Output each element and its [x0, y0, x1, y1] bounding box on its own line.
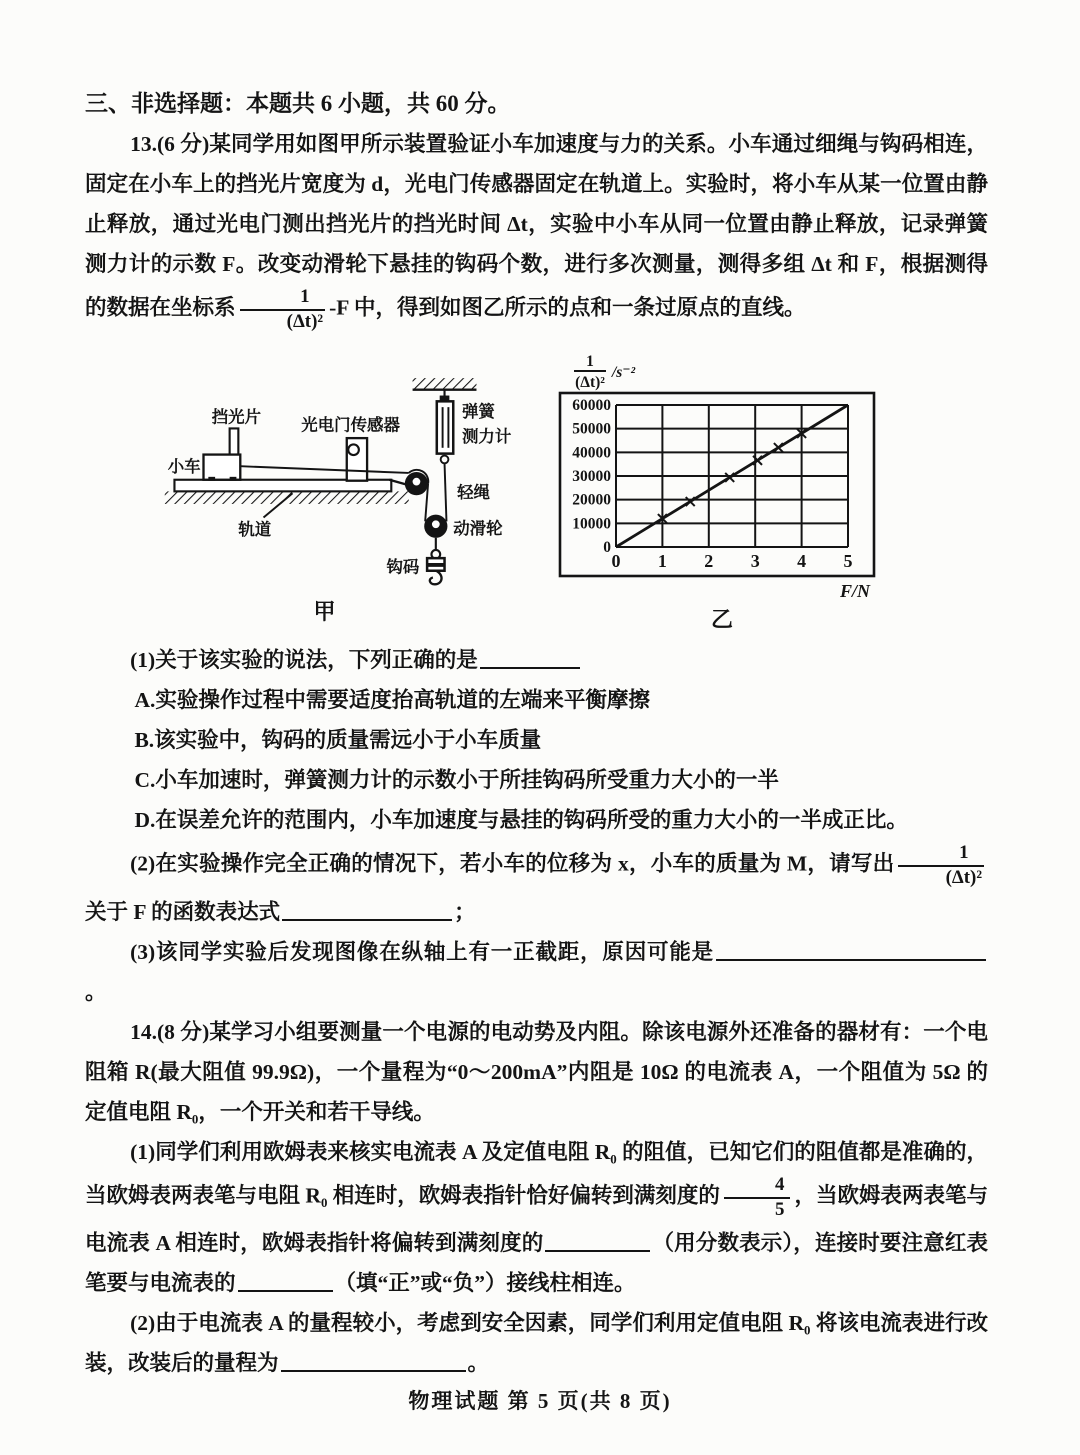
q13-intro-text-2: -F 中，得到如图乙所示的点和一条过原点的直线。 [329, 295, 806, 320]
rope-right-down [445, 464, 447, 522]
q13-option-b: B.该实验中，钩码的质量需远小于小车质量 [134, 728, 542, 753]
q13-part2: (2)在实验操作完全正确的情况下，若小车的位移为 x，小车的质量为 M，请写出 $\frac{1}{\text{(Δt)²}}$ 关于 F 的函数表达式 ； [85, 842, 982, 924]
rope-horizontal [240, 467, 408, 474]
y-tick-label: 50000 [572, 421, 611, 439]
inline-fraction: $\frac{4}{5}$ [724, 1174, 791, 1221]
q13-option-d: D.在误差允许的范围内，小车加速度与悬挂的钩码所受的重力大小的一半成正比。 [134, 808, 908, 833]
graph-ylabel-unit: /s⁻² [612, 364, 636, 382]
q14-intro: 14.(8 分)某学习小组要测量一个电源的电动势及内阻。除该电源外还准备的器材有：一个电阻箱 R(最大阻值 99.9Ω)，一个量程为“0～200mA”内阻是 10Ω 的电流表 A，一个阻值为 5Ω 的定值电阻 R₀，一个开关和若干导线。 [85, 1019, 988, 1124]
spring-scale-hook [441, 456, 449, 464]
label-photogate: 光电门传感器 [301, 415, 400, 435]
y-tick-label: 30000 [572, 468, 611, 486]
light-plate [230, 429, 239, 456]
inline-fraction: $\frac{1}{\text{(Δt)²}}$ [240, 286, 326, 333]
fixed-pulley-hub [413, 478, 421, 486]
q13-part3: (3)该同学实验后发现图像在纵轴上有一正截距，原因可能是。 [85, 932, 988, 1012]
graph-figure [552, 351, 892, 634]
label-rope: 轻绳 [457, 483, 491, 503]
apparatus-diagram [97, 351, 552, 593]
x-tick-label: 2 [704, 551, 714, 572]
graph-xlabel: F/N [839, 581, 870, 602]
weight-hook [430, 571, 442, 585]
label-track: 轨道 [238, 520, 272, 540]
x-tick-label: 3 [750, 551, 760, 572]
y-tick-label: 10000 [572, 515, 611, 533]
label-cart: 小车 [167, 457, 201, 477]
answer-blank-q13-1 [480, 645, 580, 670]
figure-row [97, 351, 988, 634]
q14-part1: (1)同学们利用欧姆表来核实电流表 A 及定值电阻 R₀ 的阻值，已知它们的阻值都是准确的，当欧姆表两表笔与电阻 R₀ 相连时，欧姆表指针恰好偏转到满刻度的 $\frac{4}{5}$ ，当欧姆表两表笔与电流表 A 相连时，欧姆表指针将偏转到满刻度的 （用分数表示），连接时要注意红表笔要与电流表的 （填“正”或“负”）接线柱相连。 [85, 1139, 988, 1296]
movable-pulley-hub [432, 521, 440, 529]
q13-part1: (1)关于该实验的说法，下列正确的是 [85, 640, 988, 680]
answer-blank-q13-3 [716, 936, 986, 961]
label-spring-2: 测力计 [461, 427, 512, 447]
graph-ylabel-num: 1 [586, 353, 594, 371]
x-tick-label: 1 [657, 551, 667, 572]
section-header: 三、非选择题：本题共 6 小题，共 60 分。 [85, 91, 511, 116]
answer-blank-q14-1b [238, 1268, 333, 1293]
cart-wheel [230, 477, 237, 481]
y-tick-label: 0 [603, 539, 611, 557]
q14-part2: (2)由于电流表 A 的量程较小，考虑到安全因素，同学们利用定值电阻 R₀ 将该电流表进行改装，改装后的量程为 。 [85, 1311, 988, 1376]
q13-intro [85, 124, 988, 335]
cart [204, 455, 241, 480]
q13-intro-text-1: 13.(6 分)某同学用如图甲所示装置验证小车加速度与力的关系。小车通过细绳与钩码相连，固定在小车上的挡光片宽度为 d，光电门传感器固定在轨道上。实验时，将小车从某一位置由静止释放，通过光电门测出挡光片的挡光时间 Δt，实验中小车从同一位置由静止释放，记录弹簧测力计的示数 F。改变动滑轮下悬挂的钩码个数，进行多次测量，测得多组 Δt 和 F，根据测得的数据在坐标系 [85, 132, 988, 320]
answer-blank-q14-2 [281, 1348, 466, 1373]
x-tick-label: 4 [797, 551, 807, 572]
answer-blank-q13-2 [282, 896, 452, 921]
label-weights: 钩码 [386, 558, 420, 578]
y-tick-label: 60000 [572, 397, 611, 415]
q13-option-c: C.小车加速时，弹簧测力计的示数小于所挂钩码所受重力大小的一半 [134, 768, 779, 793]
graph-ylabel-den: (Δt)² [575, 374, 605, 392]
x-tick-label: 5 [843, 551, 853, 572]
apparatus-figure [97, 351, 552, 626]
y-tick-label: 20000 [572, 492, 611, 510]
graph-svg [552, 351, 892, 601]
label-spring-1: 弹簧 [461, 402, 495, 422]
inline-fraction: $\frac{1}{\text{(Δt)²}}$ [898, 842, 984, 889]
answer-blank-q14-1a [545, 1228, 650, 1253]
y-tick-label: 40000 [572, 444, 611, 462]
label-movable-pulley: 动滑轮 [453, 519, 503, 539]
spring-scale-body [437, 402, 453, 454]
cart-wheel [208, 477, 215, 481]
weight-band [427, 563, 444, 567]
q13-option-a: A.实验操作过程中需要适度抬高轨道的左端来平衡摩擦 [134, 688, 650, 713]
graph-caption: 乙 [710, 607, 733, 633]
page-footer: 物理试题 第 5 页(共 8 页) [408, 1389, 672, 1413]
label-light-plate: 挡光片 [211, 408, 262, 428]
x-tick-label: 0 [611, 551, 621, 572]
apparatus-caption: 甲 [313, 599, 336, 625]
ceiling-hatch [413, 379, 477, 391]
